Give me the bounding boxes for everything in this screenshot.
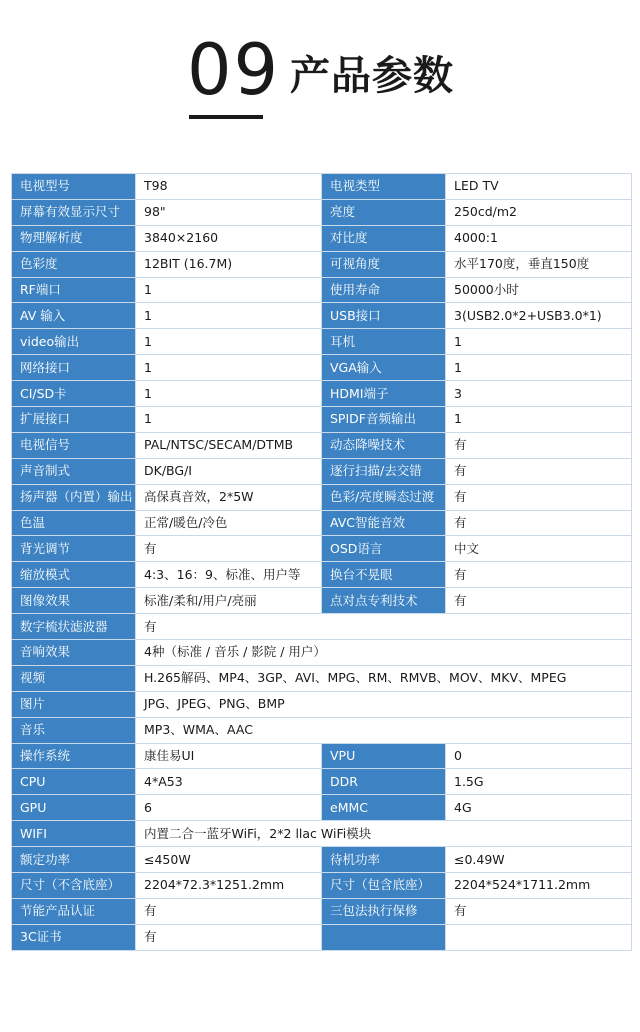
spec-row [12, 847, 632, 873]
spec-value: 有 [446, 458, 632, 484]
spec-label: AVC智能音效 [322, 510, 446, 536]
spec-row [12, 329, 632, 355]
spec-label: 电视信号 [12, 432, 136, 458]
spec-label: OSD语言 [322, 536, 446, 562]
spec-label: 色温 [12, 510, 136, 536]
spec-label: SPIDF音频输出 [322, 407, 446, 433]
spec-label: 数字梳状滤波器 [12, 614, 136, 640]
spec-label: 音响效果 [12, 640, 136, 666]
spec-label: DDR [322, 769, 446, 795]
spec-row [12, 769, 632, 795]
spec-label: 图片 [12, 691, 136, 717]
spec-value: 1 [446, 355, 632, 381]
section-number: 09 [187, 29, 281, 111]
spec-label: 3C证书 [12, 924, 136, 950]
spec-row [12, 691, 632, 717]
spec-row [12, 277, 632, 303]
spec-label: 屏幕有效显示尺寸 [12, 199, 136, 225]
spec-value: 有 [446, 484, 632, 510]
spec-row [12, 225, 632, 251]
spec-label: 物理解析度 [12, 225, 136, 251]
spec-label: 扬声器（内置）输出 [12, 484, 136, 510]
spec-label: 使用寿命 [322, 277, 446, 303]
spec-value: 3 [446, 381, 632, 407]
spec-label: 尺寸（不含底座） [12, 873, 136, 899]
spec-label: 色彩度 [12, 251, 136, 277]
spec-label: 耳机 [322, 329, 446, 355]
spec-value: ≤0.49W [446, 847, 632, 873]
spec-label: 三包法执行保修 [322, 898, 446, 924]
spec-value: DK/BG/I [136, 458, 322, 484]
spec-value: 4000:1 [446, 225, 632, 251]
spec-label: WIFI [12, 821, 136, 847]
spec-value: 6 [136, 795, 322, 821]
spec-row [12, 898, 632, 924]
spec-value: 有 [136, 614, 632, 640]
spec-value: 50000小时 [446, 277, 632, 303]
spec-label: USB接口 [322, 303, 446, 329]
spec-label: 扩展接口 [12, 407, 136, 433]
spec-value: 250cd/m2 [446, 199, 632, 225]
spec-row [12, 484, 632, 510]
spec-value: 康佳易UI [136, 743, 322, 769]
spec-row [12, 381, 632, 407]
spec-row [12, 588, 632, 614]
spec-value: 1 [136, 407, 322, 433]
spec-label: CPU [12, 769, 136, 795]
spec-value: 4*A53 [136, 769, 322, 795]
spec-row [12, 743, 632, 769]
spec-value: 有 [446, 898, 632, 924]
spec-value: 0 [446, 743, 632, 769]
spec-value: 1 [136, 303, 322, 329]
spec-value: 有 [136, 536, 322, 562]
spec-label: 亮度 [322, 199, 446, 225]
spec-value: 1 [136, 329, 322, 355]
spec-value: ≤450W [136, 847, 322, 873]
spec-value: 正常/暖色/冷色 [136, 510, 322, 536]
spec-label: 可视角度 [322, 251, 446, 277]
spec-label: 电视类型 [322, 174, 446, 200]
spec-value: JPG、JPEG、PNG、BMP [136, 691, 632, 717]
spec-value: 1.5G [446, 769, 632, 795]
spec-row [12, 873, 632, 899]
spec-label: 图像效果 [12, 588, 136, 614]
spec-label [322, 924, 446, 950]
spec-row [12, 303, 632, 329]
spec-label: video输出 [12, 329, 136, 355]
spec-value: 标准/柔和/用户/亮丽 [136, 588, 322, 614]
spec-row [12, 665, 632, 691]
spec-label: 换台不晃眼 [322, 562, 446, 588]
spec-value [446, 924, 632, 950]
spec-label: 额定功率 [12, 847, 136, 873]
spec-label: 动态降噪技术 [322, 432, 446, 458]
spec-value: 3(USB2.0*2+USB3.0*1) [446, 303, 632, 329]
spec-value: LED TV [446, 174, 632, 200]
spec-value: 中文 [446, 536, 632, 562]
spec-row [12, 432, 632, 458]
spec-table-body [12, 174, 632, 951]
section-title: 产品参数 [290, 53, 454, 99]
spec-row [12, 717, 632, 743]
spec-label: 背光调节 [12, 536, 136, 562]
spec-row [12, 640, 632, 666]
spec-label: 操作系统 [12, 743, 136, 769]
spec-value: T98 [136, 174, 322, 200]
spec-value: 水平170度，垂直150度 [446, 251, 632, 277]
spec-table [11, 173, 632, 951]
spec-label: 音乐 [12, 717, 136, 743]
spec-value: 2204*524*1711.2mm [446, 873, 632, 899]
spec-row [12, 562, 632, 588]
spec-value: 1 [136, 355, 322, 381]
spec-row [12, 174, 632, 200]
spec-value: H.265解码、MP4、3GP、AVI、MPG、RM、RMVB、MOV、MKV、MPEG [136, 665, 632, 691]
spec-value: 98" [136, 199, 322, 225]
section-header [0, 0, 640, 140]
spec-value: 4G [446, 795, 632, 821]
spec-label: VGA输入 [322, 355, 446, 381]
spec-value: 3840×2160 [136, 225, 322, 251]
spec-value: 高保真音效，2*5W [136, 484, 322, 510]
spec-row [12, 795, 632, 821]
spec-label: CI/SD卡 [12, 381, 136, 407]
spec-row [12, 355, 632, 381]
spec-label: 缩放模式 [12, 562, 136, 588]
spec-value: MP3、WMA、AAC [136, 717, 632, 743]
spec-row [12, 458, 632, 484]
spec-label: 尺寸（包含底座） [322, 873, 446, 899]
spec-label: HDMI端子 [322, 381, 446, 407]
spec-row [12, 407, 632, 433]
spec-label: 节能产品认证 [12, 898, 136, 924]
spec-label: 对比度 [322, 225, 446, 251]
spec-value: 有 [446, 510, 632, 536]
spec-label: 视频 [12, 665, 136, 691]
spec-label: 逐行扫描/去交错 [322, 458, 446, 484]
spec-label: 点对点专利技术 [322, 588, 446, 614]
spec-row [12, 251, 632, 277]
spec-label: 色彩/亮度瞬态过渡 [322, 484, 446, 510]
spec-value: 1 [446, 407, 632, 433]
spec-value: 有 [136, 924, 322, 950]
spec-value: 1 [136, 381, 322, 407]
spec-value: PAL/NTSC/SECAM/DTMB [136, 432, 322, 458]
spec-row [12, 510, 632, 536]
spec-value: 2204*72.3*1251.2mm [136, 873, 322, 899]
spec-row [12, 821, 632, 847]
spec-value: 1 [136, 277, 322, 303]
spec-row [12, 924, 632, 950]
spec-label: 声音制式 [12, 458, 136, 484]
spec-row [12, 199, 632, 225]
spec-label: 待机功率 [322, 847, 446, 873]
spec-value: 4:3、16：9、标准、用户等 [136, 562, 322, 588]
spec-label: RF端口 [12, 277, 136, 303]
spec-label: VPU [322, 743, 446, 769]
spec-value: 有 [446, 562, 632, 588]
section-number-underline [189, 115, 263, 119]
spec-value: 12BIT (16.7M) [136, 251, 322, 277]
spec-label: 网络接口 [12, 355, 136, 381]
spec-value: 4种（标准 / 音乐 / 影院 / 用户） [136, 640, 632, 666]
spec-value: 有 [446, 432, 632, 458]
spec-label: eMMC [322, 795, 446, 821]
spec-row [12, 614, 632, 640]
spec-value: 有 [136, 898, 322, 924]
spec-value: 内置二合一蓝牙WiFi，2*2 llac WiFi模块 [136, 821, 632, 847]
spec-label: GPU [12, 795, 136, 821]
spec-row [12, 536, 632, 562]
spec-value: 1 [446, 329, 632, 355]
spec-label: 电视型号 [12, 174, 136, 200]
spec-label: AV 输入 [12, 303, 136, 329]
spec-value: 有 [446, 588, 632, 614]
